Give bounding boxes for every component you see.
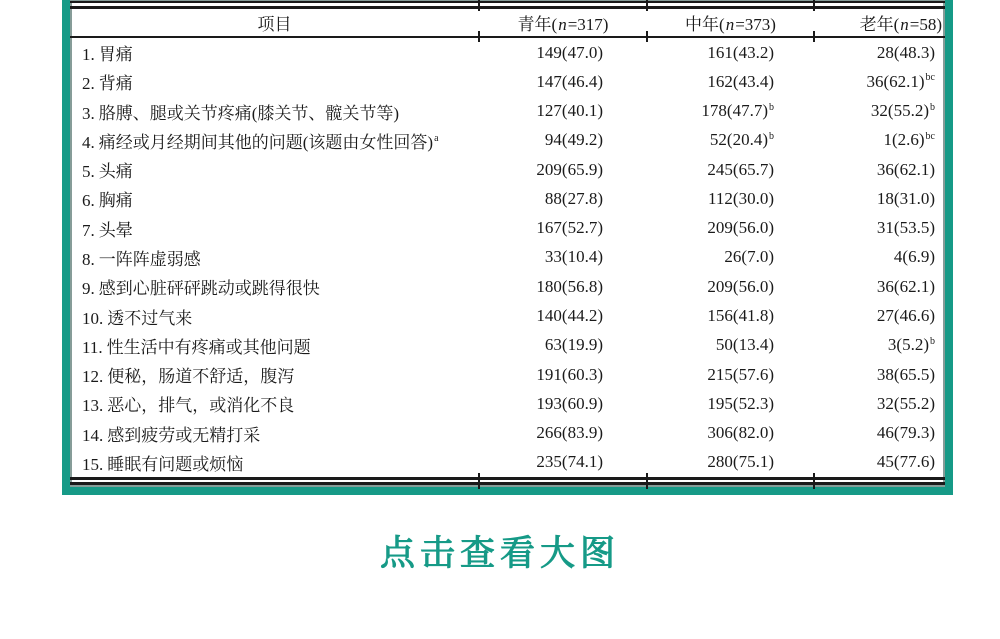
item-cell	[70, 216, 479, 241]
column-header-old: 老年(n=58)	[859, 15, 942, 34]
table-row	[70, 272, 945, 301]
youth-value-cell: 63(19.9)	[544, 335, 603, 355]
item-cell	[70, 421, 479, 446]
significance-mark: b	[769, 101, 774, 113]
item-number: 1.	[82, 45, 95, 65]
item-cell	[70, 274, 479, 299]
item-number: 7.	[82, 220, 95, 240]
table-row	[70, 38, 945, 67]
middle-value-cell: 245(65.7)	[707, 159, 774, 179]
table-row	[70, 301, 945, 330]
column-tick	[478, 31, 480, 42]
item-number: 9.	[82, 279, 95, 299]
item-cell	[70, 362, 479, 387]
youth-value-cell: 266(83.9)	[536, 423, 603, 443]
italic-n: n	[900, 15, 909, 34]
middle-value-cell: 161(43.2)	[707, 42, 774, 62]
item-label: 胳膊、腿或关节疼痛(膝关节、髋关节等)	[98, 103, 400, 123]
old-value-cell: $3(5.2)^b$	[887, 335, 935, 355]
table-row	[70, 389, 945, 418]
table-row	[70, 418, 945, 447]
significance-mark: b	[930, 101, 935, 113]
item-label: 头痛	[98, 162, 133, 182]
item-label: 头晕	[98, 220, 133, 240]
item-number: 8.	[82, 249, 95, 269]
old-value-cell: 31(53.5)	[876, 218, 935, 238]
item-label: 睡眠有问题或烦恼	[107, 454, 244, 474]
item-number: 10.	[82, 308, 104, 328]
item-number: 15.	[82, 454, 104, 474]
item-label: 性生活中有疼痛或其他问题	[106, 337, 311, 357]
middle-value-cell: 209(56.0)	[707, 276, 774, 296]
table-row	[70, 331, 945, 360]
youth-value-cell: 140(44.2)	[536, 306, 603, 326]
item-number: 4.	[82, 132, 95, 152]
middle-value-cell: $52(20.4)^b$	[709, 130, 774, 150]
middle-value-cell: 156(41.8)	[707, 306, 774, 326]
item-number: 6.	[82, 191, 95, 211]
significance-mark: bc	[925, 72, 935, 84]
table-row	[70, 97, 945, 126]
table-row	[70, 155, 945, 184]
youth-value-cell: 180(56.8)	[536, 276, 603, 296]
middle-value-cell: 306(82.0)	[707, 423, 774, 443]
column-tick	[813, 473, 815, 489]
item-number: 3.	[82, 103, 95, 123]
item-label: 一阵阵虚弱感	[98, 249, 201, 269]
item-cell	[70, 40, 479, 65]
old-value-cell: 36(62.1)	[876, 276, 935, 296]
item-label: 胸痛	[98, 191, 133, 211]
item-number: 5.	[82, 162, 95, 182]
item-label: 透不过气来	[107, 308, 193, 328]
old-value-cell: 18(31.0)	[876, 188, 935, 208]
middle-value-cell: 26(7.0)	[724, 247, 774, 267]
item-cell	[70, 157, 479, 182]
column-tick	[646, 0, 648, 11]
item-label: 感到心脏砰砰跳动或跳得很快	[98, 279, 320, 299]
item-cell	[70, 391, 479, 416]
item-label: 胃痛	[98, 45, 133, 65]
significance-mark: b	[769, 130, 774, 142]
middle-value-cell: 195(52.3)	[707, 393, 774, 413]
item-cell	[70, 186, 479, 211]
column-tick	[813, 0, 815, 11]
middle-value-cell: $178(47.7)^b$	[701, 101, 774, 121]
table-image-frame[interactable]	[62, 0, 953, 495]
item-label: 感到疲劳或无精打采	[107, 425, 261, 445]
middle-value-cell: 162(43.4)	[707, 71, 774, 91]
youth-value-cell: 33(10.4)	[544, 247, 603, 267]
old-value-cell: $36(62.1)^{bc}$	[866, 71, 935, 91]
item-cell	[70, 450, 479, 475]
old-value-cell: 27(46.6)	[876, 306, 935, 326]
column-header-middle: 中年(n=373)	[685, 15, 776, 34]
italic-n: n	[558, 15, 567, 34]
item-cell	[70, 304, 479, 329]
item-label: 背痛	[98, 74, 133, 94]
column-tick	[813, 31, 815, 42]
middle-value-cell: 215(57.6)	[707, 364, 774, 384]
item-cell	[70, 128, 479, 153]
item-label: 痛经或月经期间其他的问题(该题由女性回答)	[98, 132, 434, 152]
item-number: 11.	[82, 337, 103, 357]
youth-value-cell: 147(46.4)	[536, 71, 603, 91]
youth-value-cell: 193(60.9)	[536, 393, 603, 413]
table-row	[70, 360, 945, 389]
old-value-cell: 28(48.3)	[876, 42, 935, 62]
table-body	[70, 38, 945, 477]
column-tick	[646, 473, 648, 489]
old-value-cell: $32(55.2)^b$	[870, 101, 935, 121]
youth-value-cell: 149(47.0)	[536, 42, 603, 62]
item-cell	[70, 333, 479, 358]
item-number: 13.	[82, 396, 104, 416]
youth-value-cell: 191(60.3)	[536, 364, 603, 384]
old-value-cell: 32(55.2)	[876, 393, 935, 413]
youth-value-cell: 127(40.1)	[536, 101, 603, 121]
italic-n: n	[725, 15, 735, 34]
item-label: 恶心，排气，或消化不良	[107, 396, 295, 416]
table-row	[70, 126, 945, 155]
old-value-cell: 46(79.3)	[876, 423, 935, 443]
table-row	[70, 243, 945, 272]
old-value-cell: 38(65.5)	[876, 364, 935, 384]
middle-value-cell: 112(30.0)	[708, 188, 774, 208]
column-tick	[646, 31, 648, 42]
symptom-table	[70, 0, 945, 487]
item-number: 12.	[82, 367, 104, 387]
item-number: 14.	[82, 425, 104, 445]
column-tick	[478, 0, 480, 11]
old-value-cell: 45(77.6)	[876, 452, 935, 472]
old-value-cell: $1(2.6)^{bc}$	[883, 130, 935, 150]
middle-value-cell: 280(75.1)	[707, 452, 774, 472]
table-row	[70, 67, 945, 96]
youth-value-cell: 167(52.7)	[536, 218, 603, 238]
youth-value-cell: 94(49.2)	[544, 130, 603, 150]
table-row	[70, 184, 945, 213]
old-value-cell: 4(6.9)	[893, 247, 935, 267]
view-large-image-link[interactable]: 点击查看大图	[379, 534, 620, 573]
middle-value-cell: 209(56.0)	[707, 218, 774, 238]
old-value-cell: 36(62.1)	[876, 159, 935, 179]
significance-mark: b	[930, 335, 935, 347]
youth-value-cell: 88(27.8)	[544, 188, 603, 208]
table-row	[70, 214, 945, 243]
item-cell	[70, 245, 479, 270]
youth-value-cell: 209(65.9)	[536, 159, 603, 179]
middle-value-cell: 50(13.4)	[715, 335, 774, 355]
column-tick	[478, 473, 480, 489]
column-header-item: 项目	[257, 15, 292, 34]
significance-mark: a	[434, 133, 439, 145]
item-label: 便秘，肠道不舒适，腹泻	[107, 367, 295, 387]
significance-mark: bc	[925, 130, 935, 142]
item-number: 2.	[82, 74, 95, 94]
column-header-youth: 青年(n=317)	[517, 15, 609, 34]
youth-value-cell: 235(74.1)	[536, 452, 603, 472]
item-cell	[70, 99, 479, 124]
item-cell	[70, 69, 479, 94]
